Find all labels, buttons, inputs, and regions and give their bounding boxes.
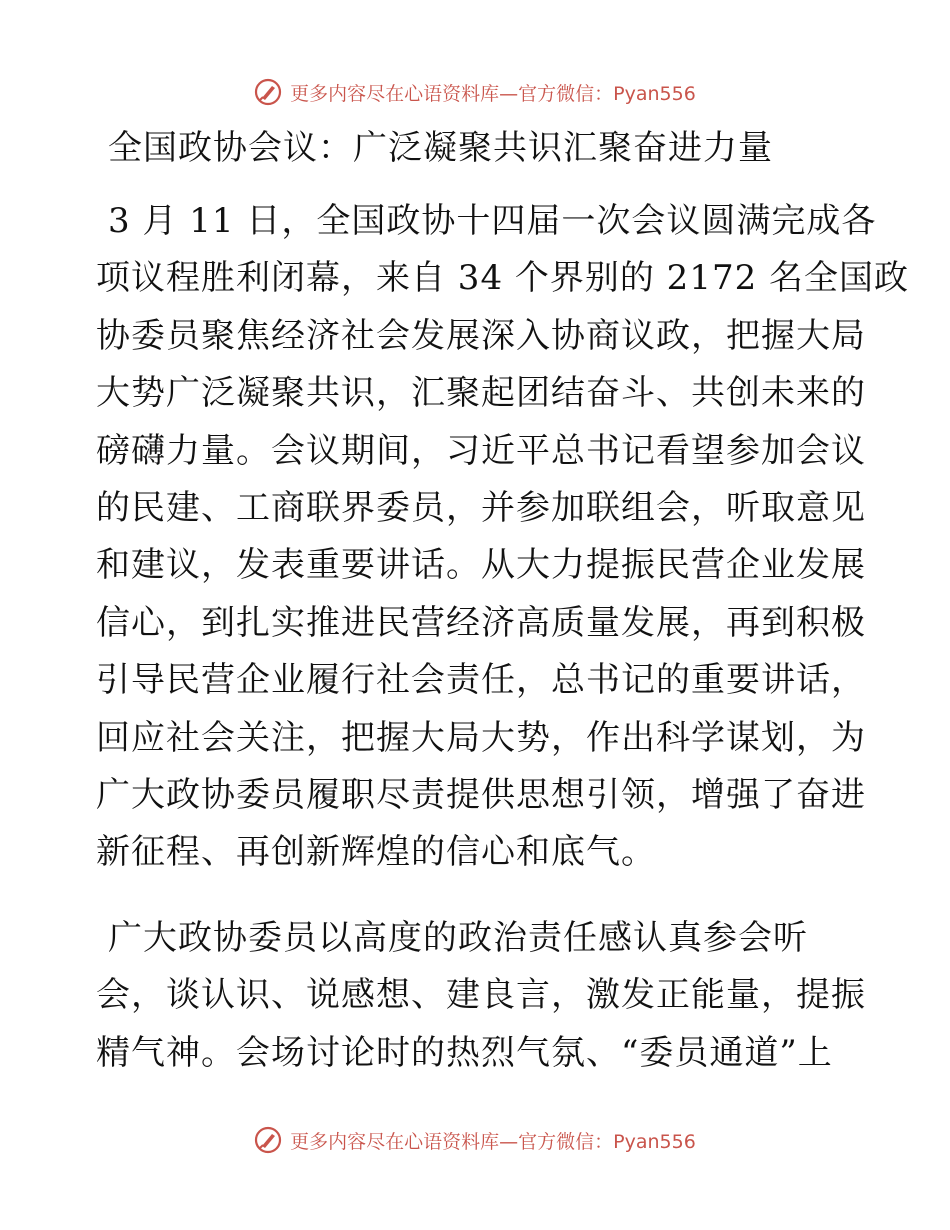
paragraph-line: 信心，到扎实推进民营经济高质量发展，再到积极 — [96, 602, 866, 643]
paragraph-1 — [96, 193, 910, 882]
watermark-text: 更多内容尽在心语资料库—官方微信：Pyan556 — [290, 82, 696, 105]
paragraph-line: 协委员聚焦经济社会发展深入协商议政，把握大局 — [96, 315, 866, 356]
paragraph-line: 广大政协委员履职尽责提供思想引领，增强了奋进 — [96, 774, 866, 815]
paragraph-line: 3 月 11 日，全国政协十四届一次会议圆满完成各 — [108, 201, 877, 241]
paragraph-line: 会，谈认识、说感想、建良言，激发正能量，提振 — [96, 975, 866, 1016]
quill-logo-icon — [254, 1126, 282, 1154]
watermark-banner-top — [0, 72, 950, 112]
paragraph-line: 回应社会关注，把握大局大势，作出科学谋划，为 — [96, 717, 866, 758]
paragraph-line: 精气神。会场讨论时的热烈气氛、“委员通道”上 — [96, 1032, 833, 1073]
watermark-text: 更多内容尽在心语资料库—官方微信：Pyan556 — [290, 1130, 696, 1153]
quill-logo-icon — [254, 78, 282, 106]
paragraph-line: 磅礴力量。会议期间，习近平总书记看望参加会议 — [96, 430, 866, 471]
paragraph-line: 的民建、工商联界委员，并参加联组会，听取意见 — [96, 487, 866, 528]
paragraph-line: 和建议，发表重要讲话。从大力提振民营企业发展 — [96, 545, 866, 586]
paragraph-line: 新征程、再创新辉煌的信心和底气。 — [96, 832, 656, 873]
paragraph-line: 广大政协委员以高度的政治责任感认真参会听 — [108, 918, 808, 958]
paragraph-line: 项议程胜利闭幕，来自 34 个界别的 2172 名全国政 — [96, 258, 910, 299]
paragraph-2 — [96, 910, 866, 1082]
watermark-banner-bottom — [0, 1120, 950, 1160]
paragraph-line: 引导民营企业履行社会责任，总书记的重要讲话， — [96, 660, 866, 701]
page-title: 全国政协会议：广泛凝聚共识汇聚奋进力量 — [108, 128, 773, 168]
paragraph-line: 大势广泛凝聚共识，汇聚起团结奋斗、共创未来的 — [96, 373, 866, 414]
